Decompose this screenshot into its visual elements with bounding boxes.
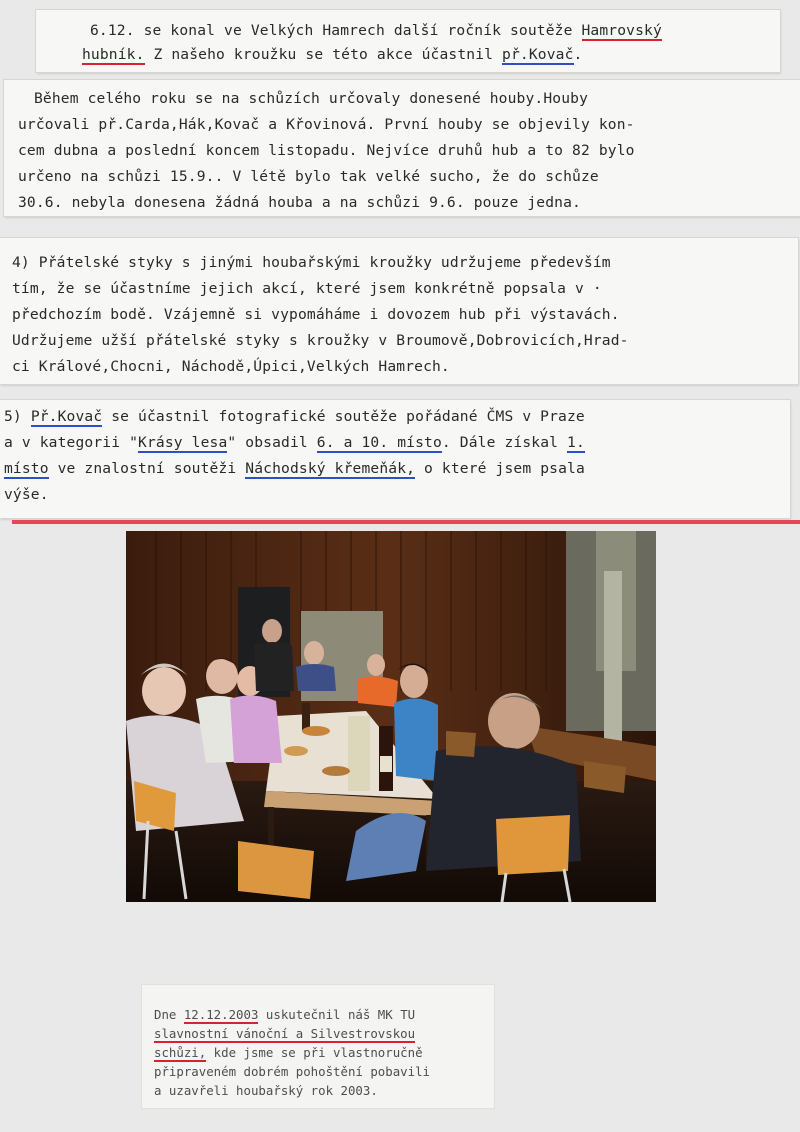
- s5-line-4: výše.: [4, 486, 49, 503]
- ident-line-1: Během celého roku se na schůzích určovaly donesené houby.Houby: [34, 90, 589, 107]
- s5-line-2: a v kategorii "Krásy lesa" obsadil 6. a 10. místo. Dále získal 1.: [4, 434, 585, 451]
- caption-line-2: [154, 1024, 494, 1043]
- ident-line-5: 30.6. nebyla donesena žádná houba a na schůzi 9.6. pouze jedna.: [18, 194, 581, 211]
- s4-line-4: Udržujeme užší přátelské styky s kroužky v Broumově,Dobrovicích,Hrad-: [12, 332, 629, 349]
- highlight-hamrovsky: Hamrovský: [581, 22, 662, 39]
- caption-line-3: schůzi, kde jsme se při vlastnoručně: [154, 1045, 423, 1060]
- ident-line-3: cem dubna a poslední koncem listopadu. Nejvíce druhů hub a to 82 bylo: [18, 142, 635, 159]
- caption-line-4: připraveném dobrém pohoštění pobavili: [154, 1064, 431, 1079]
- person-3-body: [230, 695, 282, 763]
- highlight-misto: místo: [4, 460, 49, 477]
- highlight-hubnik: hubník.: [82, 46, 145, 63]
- highlight-krasy-lesa: Krásy lesa: [138, 434, 228, 451]
- s4-line-2: tím, že se účastníme jejich akcí, které jsem konkrétně popsala v ·: [12, 280, 602, 297]
- highlight-slavnostni: slavnostní vánoční a Silvestrovskou: [154, 1026, 416, 1041]
- photo-illustration: [126, 531, 656, 902]
- caption-line-1: Dne 12.12.2003 uskutečnil náš MK TU: [154, 1007, 416, 1022]
- caption-line-5: a uzavřeli houbařský rok 2003.: [154, 1083, 378, 1098]
- highlight-places: 6. a 10. místo: [316, 434, 442, 451]
- highlight-pr-kovac: př.Kovač: [502, 46, 574, 63]
- s5-line-3: místo ve znalostní soutěži Náchodský křemeňák, o které jsem psala: [4, 460, 585, 477]
- paragraph-section-4: [0, 238, 798, 384]
- pillar: [604, 571, 622, 751]
- bottle-water: [348, 716, 370, 791]
- ident-line-2: určovali př.Carda,Hák,Kovač a Křovinová. První houby se objevily kon-: [18, 116, 635, 133]
- highlight-date: 12.12.2003: [183, 1007, 259, 1022]
- person-1-head: [142, 667, 186, 715]
- s4-line-5: ci Králové,Chocni, Náchodě,Úpici,Velkých Hamrech.: [12, 358, 450, 375]
- ident-line-4: určeno na schůzi 15.9.. V létě bylo tak velké sucho, že do schůze: [18, 168, 599, 185]
- highlight-nachodsky: Náchodský křemeňák,: [245, 460, 416, 477]
- paragraph-identification: [4, 80, 800, 216]
- highlight-pr-kovac-2: Př.Kovač: [30, 408, 103, 425]
- red-divider: [12, 520, 800, 524]
- s4-line-1: 4) Přátelské styky s jinými houbařskými kroužky udržujeme především: [12, 254, 611, 271]
- person-orange: [358, 676, 398, 707]
- photo-caption: [142, 985, 494, 1108]
- s5-line-1: 5) Př.Kovač se účastnil fotografické soutěže pořádané ČMS v Praze: [4, 408, 585, 425]
- person-blue-vest: [394, 698, 438, 781]
- chair-2: [238, 841, 314, 899]
- paragraph-section-5: [0, 400, 790, 518]
- chair-3: [496, 815, 570, 875]
- paragraph-hubnik: [36, 10, 780, 72]
- highlight-schuzi: schůzi,: [154, 1045, 207, 1060]
- s4-line-3: předchozím bodě. Vzájemně si vypomáháme i dovozem hub při výstavách.: [12, 306, 620, 323]
- group-photo: [126, 531, 656, 902]
- hubnik-line-2: hubník. Z našeho kroužku se této akce účastnil př.Kovač.: [82, 46, 583, 63]
- hubnik-line-1: 6.12. se konal ve Velkých Hamrech další ročník soutěže Hamrovský: [90, 22, 662, 39]
- highlight-first: 1.: [567, 434, 585, 451]
